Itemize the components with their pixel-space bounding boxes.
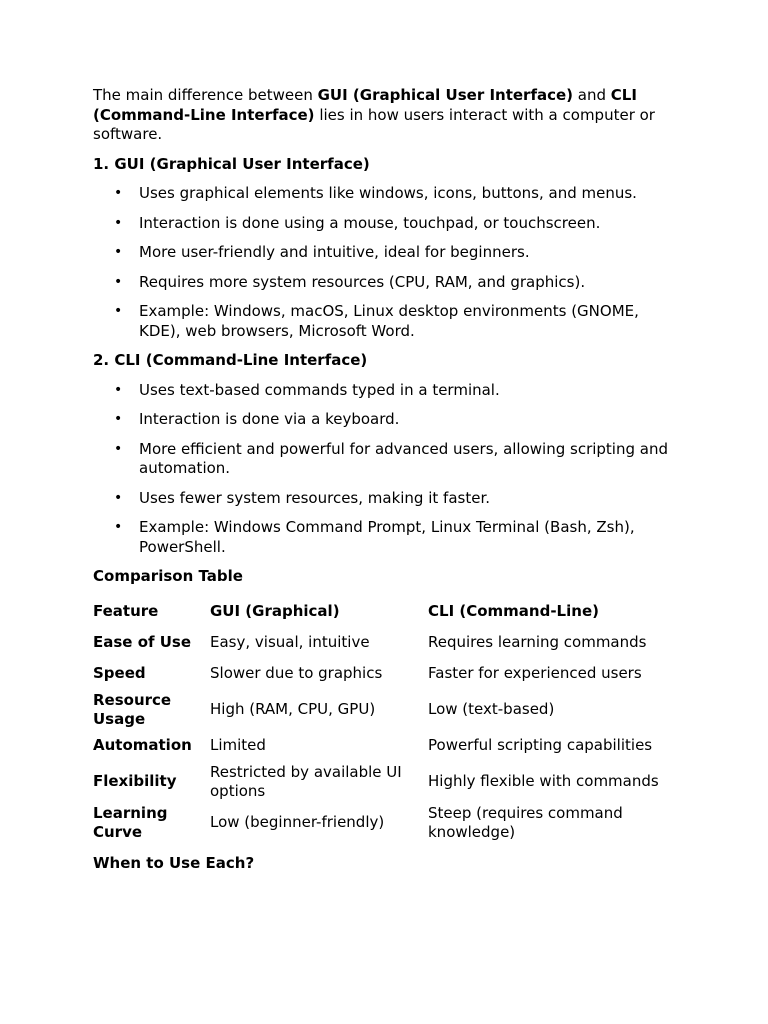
list-item bbox=[93, 381, 683, 401]
table-cell-gui: Restricted by available UI options bbox=[210, 762, 402, 800]
table-row bbox=[93, 659, 683, 690]
column-header-gui: GUI (Graphical) bbox=[210, 602, 340, 621]
gui-bullet-list bbox=[93, 184, 683, 341]
intro-text-3: lies in how users interact with a computer or software. bbox=[93, 105, 655, 143]
list-item bbox=[93, 184, 683, 204]
table-header-row bbox=[93, 597, 683, 628]
document-page bbox=[93, 86, 683, 883]
bullet-icon: • bbox=[114, 303, 123, 319]
table-row bbox=[93, 731, 683, 762]
intro-cli-term: CLI (Command-Line Interface) bbox=[93, 86, 637, 124]
table-cell-gui: High (RAM, CPU, GPU) bbox=[210, 700, 376, 719]
table-cell-gui: Low (beginner-friendly) bbox=[210, 813, 385, 832]
list-item bbox=[93, 243, 683, 263]
intro-gui-term: GUI (Graphical User Interface) bbox=[317, 86, 574, 104]
bullet-icon: • bbox=[114, 273, 123, 290]
table-cell-feature: Learning Curve bbox=[93, 803, 168, 841]
list-item bbox=[93, 440, 683, 479]
gui-section-heading: 1. GUI (Graphical User Interface) bbox=[93, 154, 370, 173]
table-cell-gui: Limited bbox=[210, 736, 266, 755]
list-item-text: Uses text-based commands typed in a terminal. bbox=[139, 380, 500, 399]
table-row bbox=[93, 628, 683, 659]
bullet-icon: • bbox=[114, 411, 123, 427]
table-cell-cli: Highly flexible with commands bbox=[428, 772, 659, 791]
bullet-icon: • bbox=[114, 489, 123, 506]
column-header-cli: CLI (Command-Line) bbox=[428, 602, 599, 621]
list-item bbox=[93, 518, 683, 557]
table-cell-gui: Easy, visual, intuitive bbox=[210, 633, 370, 652]
table-row bbox=[93, 690, 683, 731]
table-cell-feature: Speed bbox=[93, 664, 146, 683]
list-item-text: More user-friendly and intuitive, ideal for beginners. bbox=[139, 243, 530, 261]
list-item bbox=[93, 410, 683, 430]
list-item-text: Example: Windows, macOS, Linux desktop environments (GNOME, KDE), web browsers, Microsoft Word. bbox=[139, 302, 639, 340]
comparison-table-heading: Comparison Table bbox=[93, 567, 243, 585]
comparison-table bbox=[93, 597, 683, 844]
column-header-feature: Feature bbox=[93, 602, 159, 621]
bullet-icon: • bbox=[114, 185, 123, 201]
list-item-text: Requires more system resources (CPU, RAM, and graphics). bbox=[139, 272, 586, 291]
intro-paragraph bbox=[93, 86, 683, 145]
bullet-icon: • bbox=[114, 381, 123, 398]
table-cell-feature: Automation bbox=[93, 736, 192, 755]
table-cell-cli: Faster for experienced users bbox=[428, 664, 642, 683]
list-item-text: Interaction is done using a mouse, touchpad, or touchscreen. bbox=[139, 213, 601, 232]
bullet-icon: • bbox=[114, 244, 123, 260]
intro-text-1: The main difference between bbox=[93, 86, 318, 104]
table-row bbox=[93, 762, 683, 803]
table-cell-cli: Powerful scripting capabilities bbox=[428, 736, 653, 755]
when-to-use-heading: When to Use Each? bbox=[93, 853, 255, 872]
table-cell-cli: Low (text-based) bbox=[428, 700, 555, 719]
table-cell-feature: Flexibility bbox=[93, 772, 177, 791]
list-item-text: Example: Windows Command Prompt, Linux Terminal (Bash, Zsh), PowerShell. bbox=[139, 518, 635, 556]
list-item bbox=[93, 273, 683, 293]
table-cell-cli: Steep (requires command knowledge) bbox=[428, 803, 623, 841]
list-item bbox=[93, 489, 683, 509]
bullet-icon: • bbox=[114, 519, 123, 535]
list-item bbox=[93, 302, 683, 341]
table-cell-cli: Requires learning commands bbox=[428, 633, 647, 652]
cli-section-heading: 2. CLI (Command-Line Interface) bbox=[93, 351, 368, 369]
cli-bullet-list bbox=[93, 381, 683, 558]
table-cell-feature: Resource Usage bbox=[93, 690, 172, 728]
list-item-text: Uses fewer system resources, making it faster. bbox=[139, 488, 490, 507]
table-cell-feature: Ease of Use bbox=[93, 633, 192, 652]
table-row bbox=[93, 803, 683, 844]
list-item-text: Interaction is done via a keyboard. bbox=[139, 410, 400, 428]
bullet-icon: • bbox=[114, 440, 123, 457]
table-cell-gui: Slower due to graphics bbox=[210, 664, 383, 683]
list-item bbox=[93, 214, 683, 234]
intro-text-2: and bbox=[573, 86, 611, 104]
list-item-text: Uses graphical elements like windows, icons, buttons, and menus. bbox=[139, 184, 637, 202]
list-item-text: More efficient and powerful for advanced users, allowing scripting and automation. bbox=[139, 439, 668, 477]
bullet-icon: • bbox=[114, 214, 123, 231]
